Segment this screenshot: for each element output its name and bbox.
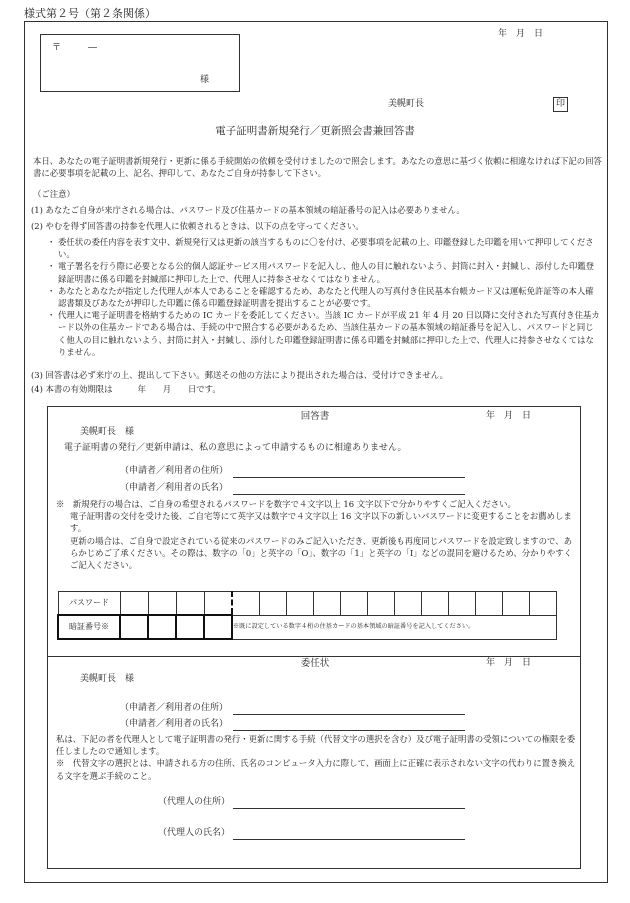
proxy-title: 委任状 xyxy=(300,658,330,669)
seal-mark: 印 xyxy=(553,97,568,112)
mayor-title: 美幌町長 xyxy=(388,99,425,109)
password-cell[interactable] xyxy=(395,592,422,616)
password-cell[interactable] xyxy=(204,592,232,616)
note-4: (4) 本書の有効期限は 年 月 日です。 xyxy=(31,384,221,394)
bullet-item: ・ 電子署名を行う際に必要となる公的個人認証サービス用パスワードを記入し、他人の目に触れないよう、封筒に封入・封緘し、添付した印鑑登録証明書に係る印鑑を封緘部に押印した上で、代理人に持参させなくてはなりません。 xyxy=(47,260,602,284)
proxy-applicant-name-input[interactable] xyxy=(233,729,465,731)
password-cell[interactable] xyxy=(422,592,449,616)
note-2: (2) やむを得ず回答書の持参を代理人に依頼されるときは、以下の点を守ってください。 xyxy=(31,221,364,231)
proxy-applicant-address-label: （申請者／利用者の住所） xyxy=(120,703,229,713)
password-cell[interactable] xyxy=(148,592,176,616)
password-notes xyxy=(56,498,576,571)
bullet-item: ・ 委任状の委任内容を表す文中、新規発行又は更新の該当するものに〇を付け、必要事項を記載の上、印鑑登録した印鑑を用いて押印してください。 xyxy=(47,236,602,260)
password-row xyxy=(58,592,557,616)
note-1: (1) あなたご自身が来庁される場合は、パスワード及び住基カードの基本領域の暗証番号の記入は必要ありません。 xyxy=(31,205,465,215)
agent-address-label: （代理人の住所） xyxy=(158,797,231,807)
proxy-date: 年 月 日 xyxy=(486,658,532,668)
pin-label: 暗証番号※ xyxy=(58,615,120,639)
form-number: 様式第２号（第２条関係） xyxy=(24,7,156,20)
bullet-list xyxy=(47,236,602,358)
applicant-name-input[interactable] xyxy=(233,493,465,495)
agent-address-input[interactable] xyxy=(233,807,465,809)
password-cell[interactable] xyxy=(314,592,341,616)
pin-cell[interactable] xyxy=(204,615,232,639)
proxy-applicant-name-label: （申請者／利用者の氏名） xyxy=(120,719,229,729)
intro-text: 本日、あなたの電子証明書新規発行・更新に係る手続開始の依頼を受付けましたので照会します。あなたの意思に基づく依頼に相違なければ下記の回答書に必要事項を記載の上、記名、押印して、あなたご自身が持参して下さい。 xyxy=(33,156,602,179)
password-label: パスワード xyxy=(58,592,120,616)
password-cell[interactable] xyxy=(530,592,557,616)
password-table xyxy=(57,591,557,640)
notes-heading: （ご注意） xyxy=(33,189,75,199)
reply-declaration: 電子証明書の発行／更新申請は、私の意思によって申請するものに相違ありません。 xyxy=(64,443,407,453)
pin-cell[interactable] xyxy=(120,615,148,639)
applicant-address-input[interactable] xyxy=(233,476,465,478)
password-cell[interactable] xyxy=(449,592,476,616)
password-cell[interactable] xyxy=(503,592,530,616)
pin-cell[interactable] xyxy=(148,615,176,639)
proxy-applicant-address-input[interactable] xyxy=(233,713,465,715)
page-title: 電子証明書新規発行／更新照会書兼回答書 xyxy=(215,125,415,137)
password-cell[interactable] xyxy=(287,592,314,616)
password-cell[interactable] xyxy=(260,592,287,616)
password-cell[interactable] xyxy=(476,592,503,616)
pin-row xyxy=(58,615,557,639)
applicant-name-label: （申請者／利用者の氏名） xyxy=(120,483,229,493)
pin-note: ※既に設定している数字４桁の住基カードの基本領域の暗証番号を記入してください。 xyxy=(232,615,557,639)
bullet-item: ・ あなたとあなたが指定した代理人が本人であることを確認するため、あなたと代理人の写真付き住民基本台帳カード又は運転免許証等の本人確認書類及びあなたが押印した印鑑に係る印鑑登録証明書を提出することが必要です。 xyxy=(47,285,602,309)
pin-cell[interactable] xyxy=(176,615,204,639)
password-cell[interactable] xyxy=(232,592,260,616)
password-cell[interactable] xyxy=(120,592,148,616)
reply-addressee: 美幌町長 様 xyxy=(80,427,135,437)
applicant-address-label: （申請者／利用者の住所） xyxy=(120,466,229,476)
issue-date: 年 月 日 xyxy=(498,29,544,39)
proxy-body xyxy=(56,733,576,782)
note-new-issue: ※ 新規発行の場合は、ご自身の希望されるパスワードを数字で４文字以上 16 文字以下で分かりやすくご記入ください。 xyxy=(56,499,516,509)
password-cell[interactable] xyxy=(368,592,395,616)
note-3: (3) 回答書は必ず来庁の上、提出して下さい。郵送その他の方法により提出された場合は、受付けできません。 xyxy=(31,370,449,380)
postal-code: 〒 ― xyxy=(52,43,98,53)
recipient-suffix: 様 xyxy=(200,75,210,85)
agent-name-input[interactable] xyxy=(233,838,465,840)
note-new-issue-2: 電子証明書の交付を受けた後、ご自宅等にて英字又は数字で４文字以上 16 文字以下の新しいパスワードに変更することをお薦めします。 xyxy=(70,511,572,534)
bullet-item: ・ 代理人に電子証明書を格納するための IC カードを委託してください。当該 IC カードが平成 21 年 4 月 20 日以降に交付された写真付き住基カード以外の住基カードである場合は、手続の中で照合する必要があるため、当該住基カードの基本領域の暗証番号を記入し、パスワードと同じく他人の目に触れないよう、封筒に封入・封緘し、添付した印鑑登録証明書に係る印鑑を封緘部に押印した上で、代理人に持参させなくてはなりません。 xyxy=(47,309,602,358)
alt-char-note: ※ 代替文字の選択とは、申請される方の住所、氏名のコンピュータ入力に際して、画面上に正確に表示されない文字の代わりに置き換える文字を選ぶ手続のこと。 xyxy=(56,758,576,781)
password-cell[interactable] xyxy=(176,592,204,616)
agent-name-label: （代理人の氏名） xyxy=(158,828,231,838)
note-renewal: 更新の場合は、ご自身で設定されている従来のパスワードのみご記入いただき、更新後も再度同じパスワードを設定致しますので、あらかじめご了承ください。その際は、数字の「0」と英字の「O」、数字の「1」と英字の「I」などの混同を避けるため、分かりやすくご記入ください。 xyxy=(70,535,573,570)
password-cell[interactable] xyxy=(341,592,368,616)
delegation-text: 私は、下記の者を代理人として電子証明書の発行・更新に関する手続（代替文字の選択を含む）及び電子証明書の受領についての権限を委任しましたので通知します。 xyxy=(56,734,576,757)
proxy-addressee: 美幌町長 様 xyxy=(80,674,135,684)
reply-date: 年 月 日 xyxy=(486,411,532,421)
reply-title: 回答書 xyxy=(300,411,330,422)
